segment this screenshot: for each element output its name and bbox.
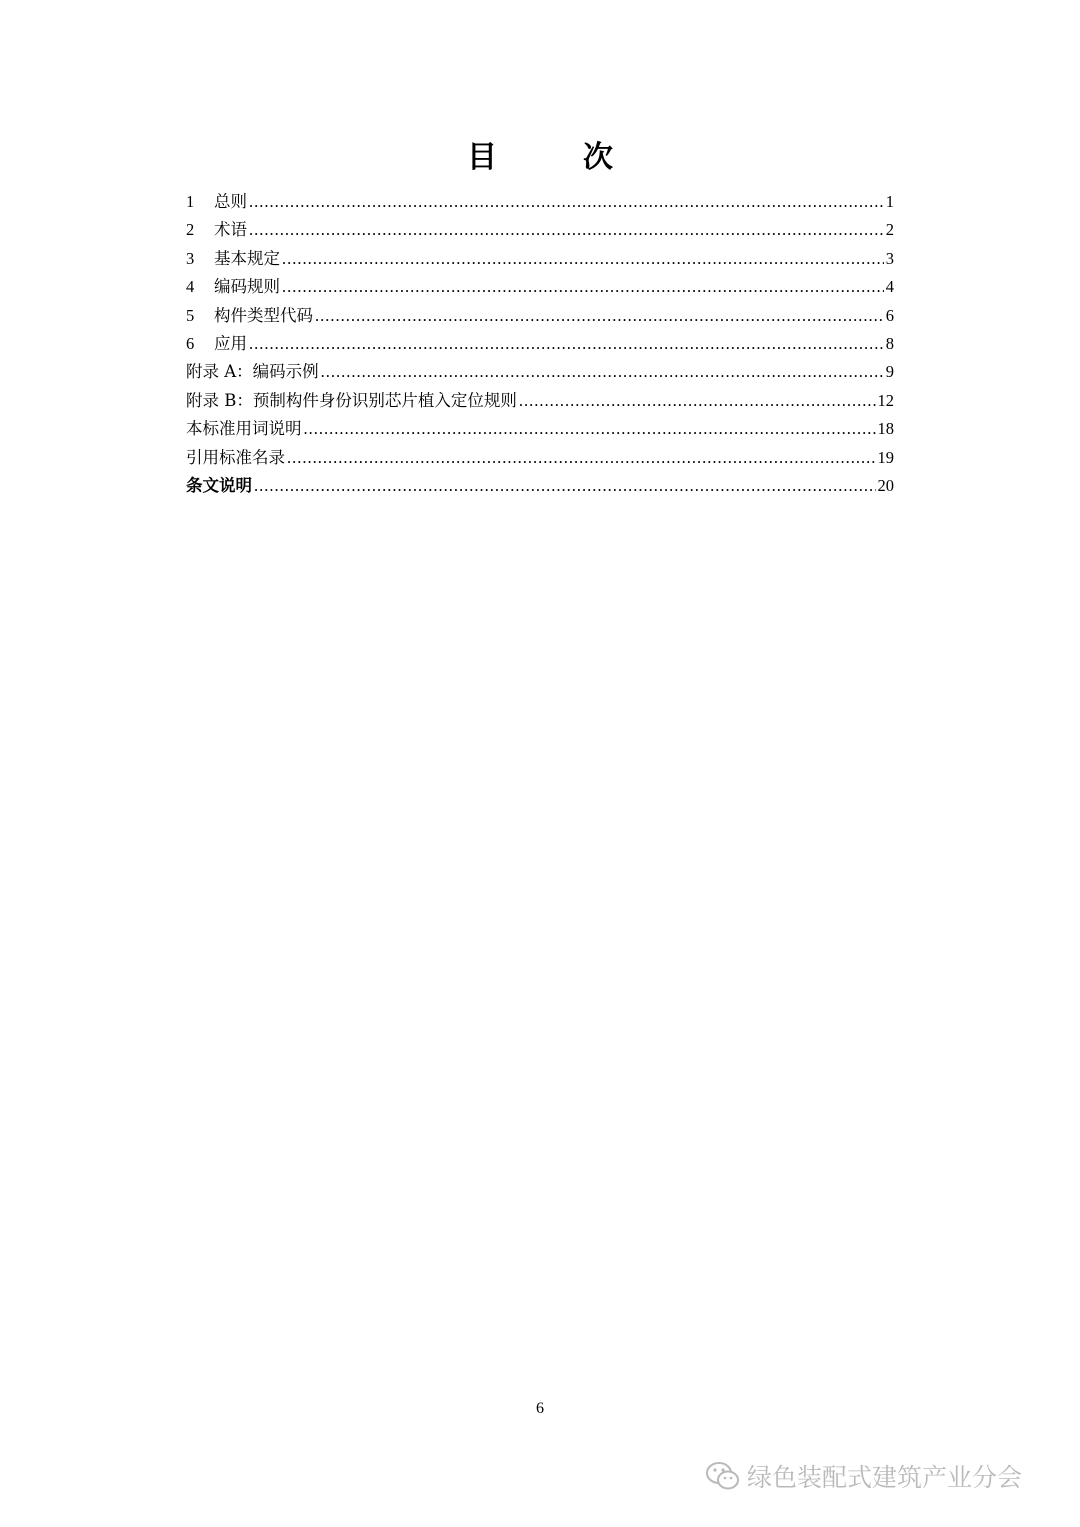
toc-entry-page: 3 xyxy=(885,248,894,268)
toc-entry-label: 基本规定 xyxy=(214,248,280,268)
toc-entry-page: 18 xyxy=(877,419,894,439)
toc-entry-number: 4 xyxy=(186,277,195,297)
toc-entry[interactable] xyxy=(186,302,894,330)
toc-entry-page: 1 xyxy=(885,192,894,211)
toc-entry[interactable] xyxy=(186,216,894,244)
table-of-contents xyxy=(186,188,894,500)
toc-entry-label: 附录 A：编码示例 xyxy=(186,362,319,382)
toc-leader-dots xyxy=(254,472,876,500)
toc-entry[interactable] xyxy=(186,245,894,273)
toc-entry-page: 2 xyxy=(885,220,894,240)
toc-entry-page: 4 xyxy=(885,277,894,297)
toc-entry[interactable] xyxy=(186,387,894,415)
toc-entry-number: 3 xyxy=(186,248,195,268)
toc-entry[interactable] xyxy=(186,188,894,216)
toc-entry-label: 总则 xyxy=(214,192,247,211)
toc-entry-label: 应用 xyxy=(214,333,247,353)
toc-leader-dots xyxy=(304,415,876,443)
toc-entry-number: 1 xyxy=(186,192,195,211)
toc-leader-dots xyxy=(519,387,876,415)
toc-leader-dots xyxy=(321,358,884,386)
toc-leader-dots xyxy=(287,444,876,472)
toc-entry-label: 引用标准名录 xyxy=(186,447,285,467)
toc-entry-page: 12 xyxy=(877,390,894,410)
watermark-text: 绿色装配式建筑产业分会 xyxy=(747,1463,1023,1492)
toc-entry[interactable] xyxy=(186,273,894,301)
page-number: 6 xyxy=(536,1400,544,1417)
toc-entry-page: 9 xyxy=(885,362,894,382)
toc-entry-page: 8 xyxy=(885,333,894,353)
toc-leader-dots xyxy=(249,216,884,244)
toc-entry-label: 本标准用词说明 xyxy=(186,419,302,439)
toc-entry-page: 20 xyxy=(877,475,894,495)
toc-entry-number: 5 xyxy=(186,305,195,325)
toc-entry-page: 6 xyxy=(885,305,894,325)
toc-entry-label: 附录 B：预制构件身份识别芯片植入定位规则 xyxy=(186,390,517,410)
toc-entry[interactable] xyxy=(186,358,894,386)
toc-entry-number: 2 xyxy=(186,220,195,240)
toc-title: 目 次 xyxy=(467,140,641,175)
toc-entry[interactable] xyxy=(186,415,894,443)
toc-entry-label: 术语 xyxy=(214,220,247,240)
toc-entry-label: 编码规则 xyxy=(214,277,280,297)
toc-entry[interactable] xyxy=(186,472,894,500)
toc-entry[interactable] xyxy=(186,330,894,358)
toc-leader-dots xyxy=(315,302,884,330)
wechat-icon xyxy=(705,1461,741,1491)
toc-entry-number: 6 xyxy=(186,333,195,353)
toc-leader-dots xyxy=(282,273,884,301)
toc-leader-dots xyxy=(249,188,884,216)
toc-leader-dots xyxy=(249,330,884,358)
toc-entry-label: 构件类型代码 xyxy=(214,305,313,325)
watermark xyxy=(705,1458,1022,1494)
toc-leader-dots xyxy=(282,245,884,273)
toc-entry-page: 19 xyxy=(877,447,894,467)
toc-entry-label: 条文说明 xyxy=(186,475,252,495)
toc-entry[interactable] xyxy=(186,444,894,472)
